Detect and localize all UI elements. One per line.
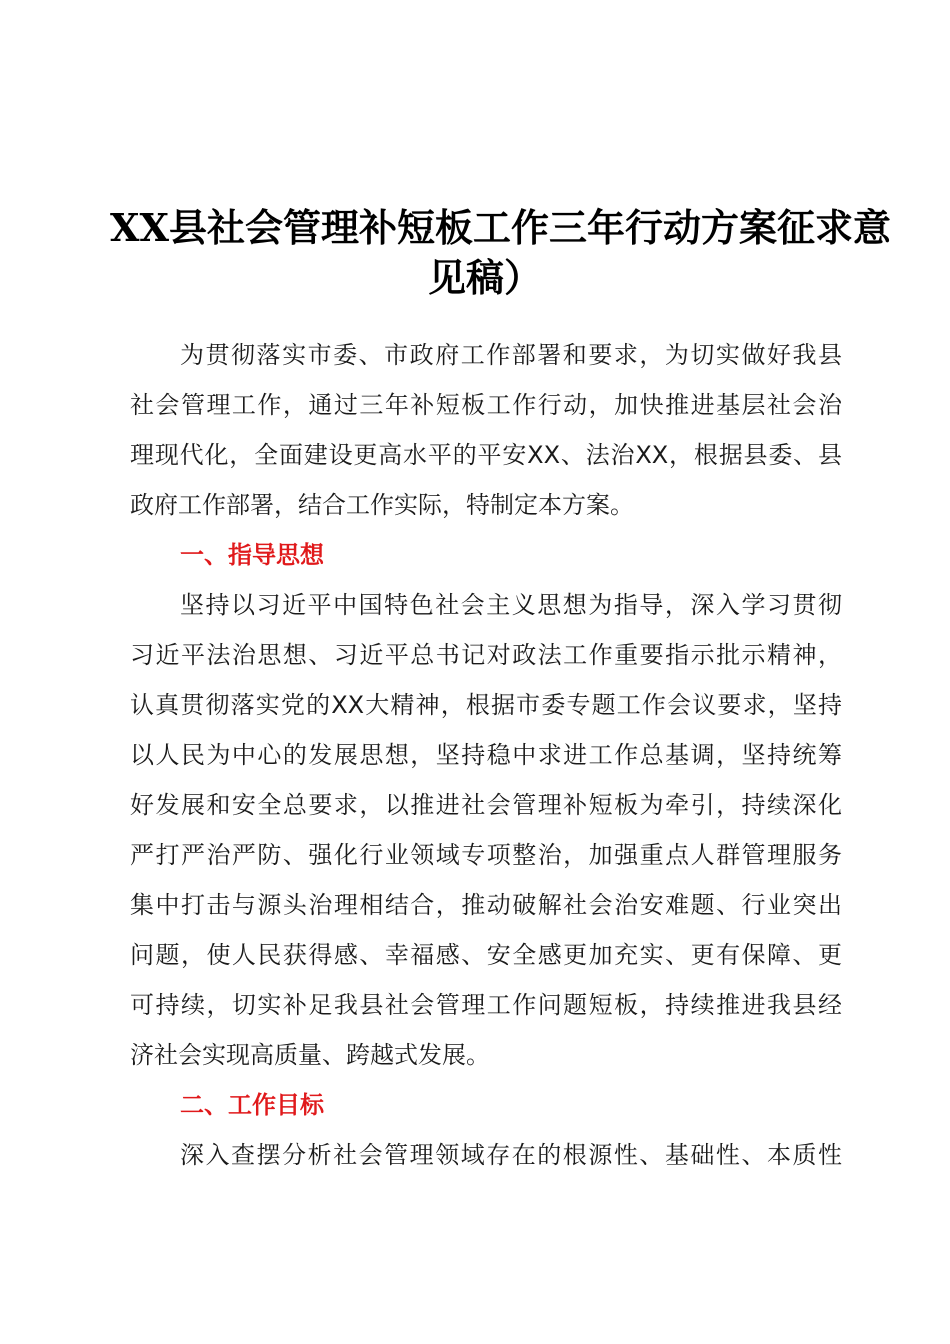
section-heading-work-goals: 二、工作目标 — [180, 1091, 324, 1119]
section1-paragraph-line: 问题，使人民获得感、幸福感、安全感更加充实、更有保障、更 — [130, 941, 842, 969]
section2-paragraph-line: 深入查摆分析社会管理领域存在的根源性、基础性、本质性 — [180, 1141, 842, 1169]
intro-paragraph-line: 为贯彻落实市委、市政府工作部署和要求，为切实做好我县 — [180, 341, 842, 369]
section1-paragraph-line: 坚持以习近平中国特色社会主义思想为指导，深入学习贯彻 — [180, 591, 842, 619]
document-title-line-1: XX县社会管理补短板工作三年行动方案征求意 — [110, 205, 891, 250]
section1-paragraph-line: 好发展和安全总要求，以推进社会管理补短板为牵引，持续深化 — [130, 791, 842, 819]
section1-paragraph-line: 严打严治严防、强化行业领域专项整治，加强重点人群管理服务 — [130, 841, 842, 869]
section1-paragraph-line: 以人民为中心的发展思想，坚持稳中求进工作总基调，坚持统筹 — [130, 741, 842, 769]
intro-paragraph-line: 理现代化，全面建设更高水平的平安XX、法治XX，根据县委、县 — [130, 441, 842, 469]
section1-paragraph-line: 集中打击与源头治理相结合，推动破解社会治安难题、行业突出 — [130, 891, 842, 919]
section1-paragraph-line: 济社会实现高质量、跨越式发展。 — [130, 1041, 490, 1069]
section1-paragraph-line: 习近平法治思想、习近平总书记对政法工作重要指示批示精神， — [130, 641, 842, 669]
section1-paragraph-line: 认真贯彻落实党的XX大精神，根据市委专题工作会议要求，坚持 — [130, 691, 842, 719]
section1-paragraph-line: 可持续，切实补足我县社会管理工作问题短板，持续推进我县经 — [130, 991, 842, 1019]
intro-paragraph-line: 政府工作部署，结合工作实际，特制定本方案。 — [130, 491, 634, 519]
section-heading-guiding-ideology: 一、指导思想 — [180, 541, 324, 569]
document-title-line-2: 见稿） — [427, 255, 542, 300]
intro-paragraph-line: 社会管理工作，通过三年补短板工作行动，加快推进基层社会治 — [130, 391, 842, 419]
